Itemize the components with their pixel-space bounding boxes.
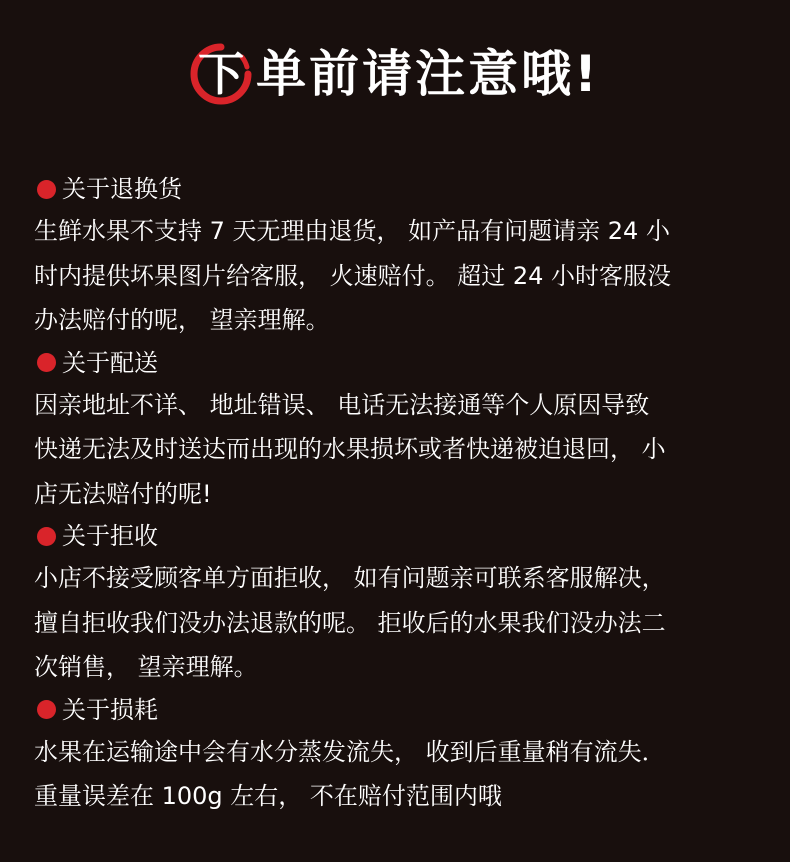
section-body	[34, 556, 764, 690]
body-line: 擅自拒收我们没办法退款的呢。 拒收后的水果我们没办法二	[34, 608, 666, 637]
body-line: 生鲜水果不支持 7 天无理由退货， 如产品有问题请亲 24 小	[34, 217, 670, 245]
section-body	[34, 383, 764, 517]
body-line: 办法赔付的呢， 望亲理解。	[34, 306, 330, 334]
section-rejection	[34, 518, 764, 690]
body-line: 小店不接受顾客单方面拒收， 如有问题亲可联系客服解决，	[34, 564, 666, 592]
notice-content	[34, 171, 764, 821]
section-header	[34, 171, 764, 207]
page-title: 单前请注意哦!	[256, 45, 600, 103]
section-delivery	[34, 345, 764, 517]
section-body	[34, 209, 764, 343]
section-header	[34, 692, 764, 728]
bullet-dot-icon	[37, 700, 56, 719]
header-inner	[190, 43, 600, 105]
body-line: 水果在运输途中会有水分蒸发流失， 收到后重量稍有流失．	[34, 737, 666, 766]
bullet-dot-icon	[37, 527, 56, 546]
body-line: 快递无法及时送达而出现的水果损坏或者快递被迫退回， 小	[34, 435, 666, 463]
section-title: 关于退换货	[62, 175, 182, 203]
body-line: 重量误差在 100g 左右， 不在赔付范围内哦	[34, 782, 502, 810]
body-line: 店无法赔付的呢!	[34, 479, 212, 508]
title-badge	[190, 43, 252, 105]
body-line: 次销售， 望亲理解。	[34, 653, 258, 681]
section-loss	[34, 692, 764, 819]
section-body	[34, 730, 764, 819]
body-line: 时内提供坏果图片给客服， 火速赔付。 超过 24 小时客服没	[34, 261, 672, 290]
section-return-exchange	[34, 171, 764, 343]
section-title: 关于拒收	[62, 522, 158, 550]
body-line: 因亲地址不详、 地址错误、 电话无法接通等个人原因导致	[34, 390, 650, 419]
section-title: 关于配送	[62, 348, 158, 377]
bullet-dot-icon	[37, 353, 56, 372]
badge-char: 下	[198, 47, 245, 101]
section-title: 关于损耗	[62, 695, 158, 724]
header	[0, 36, 790, 112]
section-header	[34, 345, 764, 381]
bullet-dot-icon	[37, 180, 56, 199]
section-header	[34, 518, 764, 554]
